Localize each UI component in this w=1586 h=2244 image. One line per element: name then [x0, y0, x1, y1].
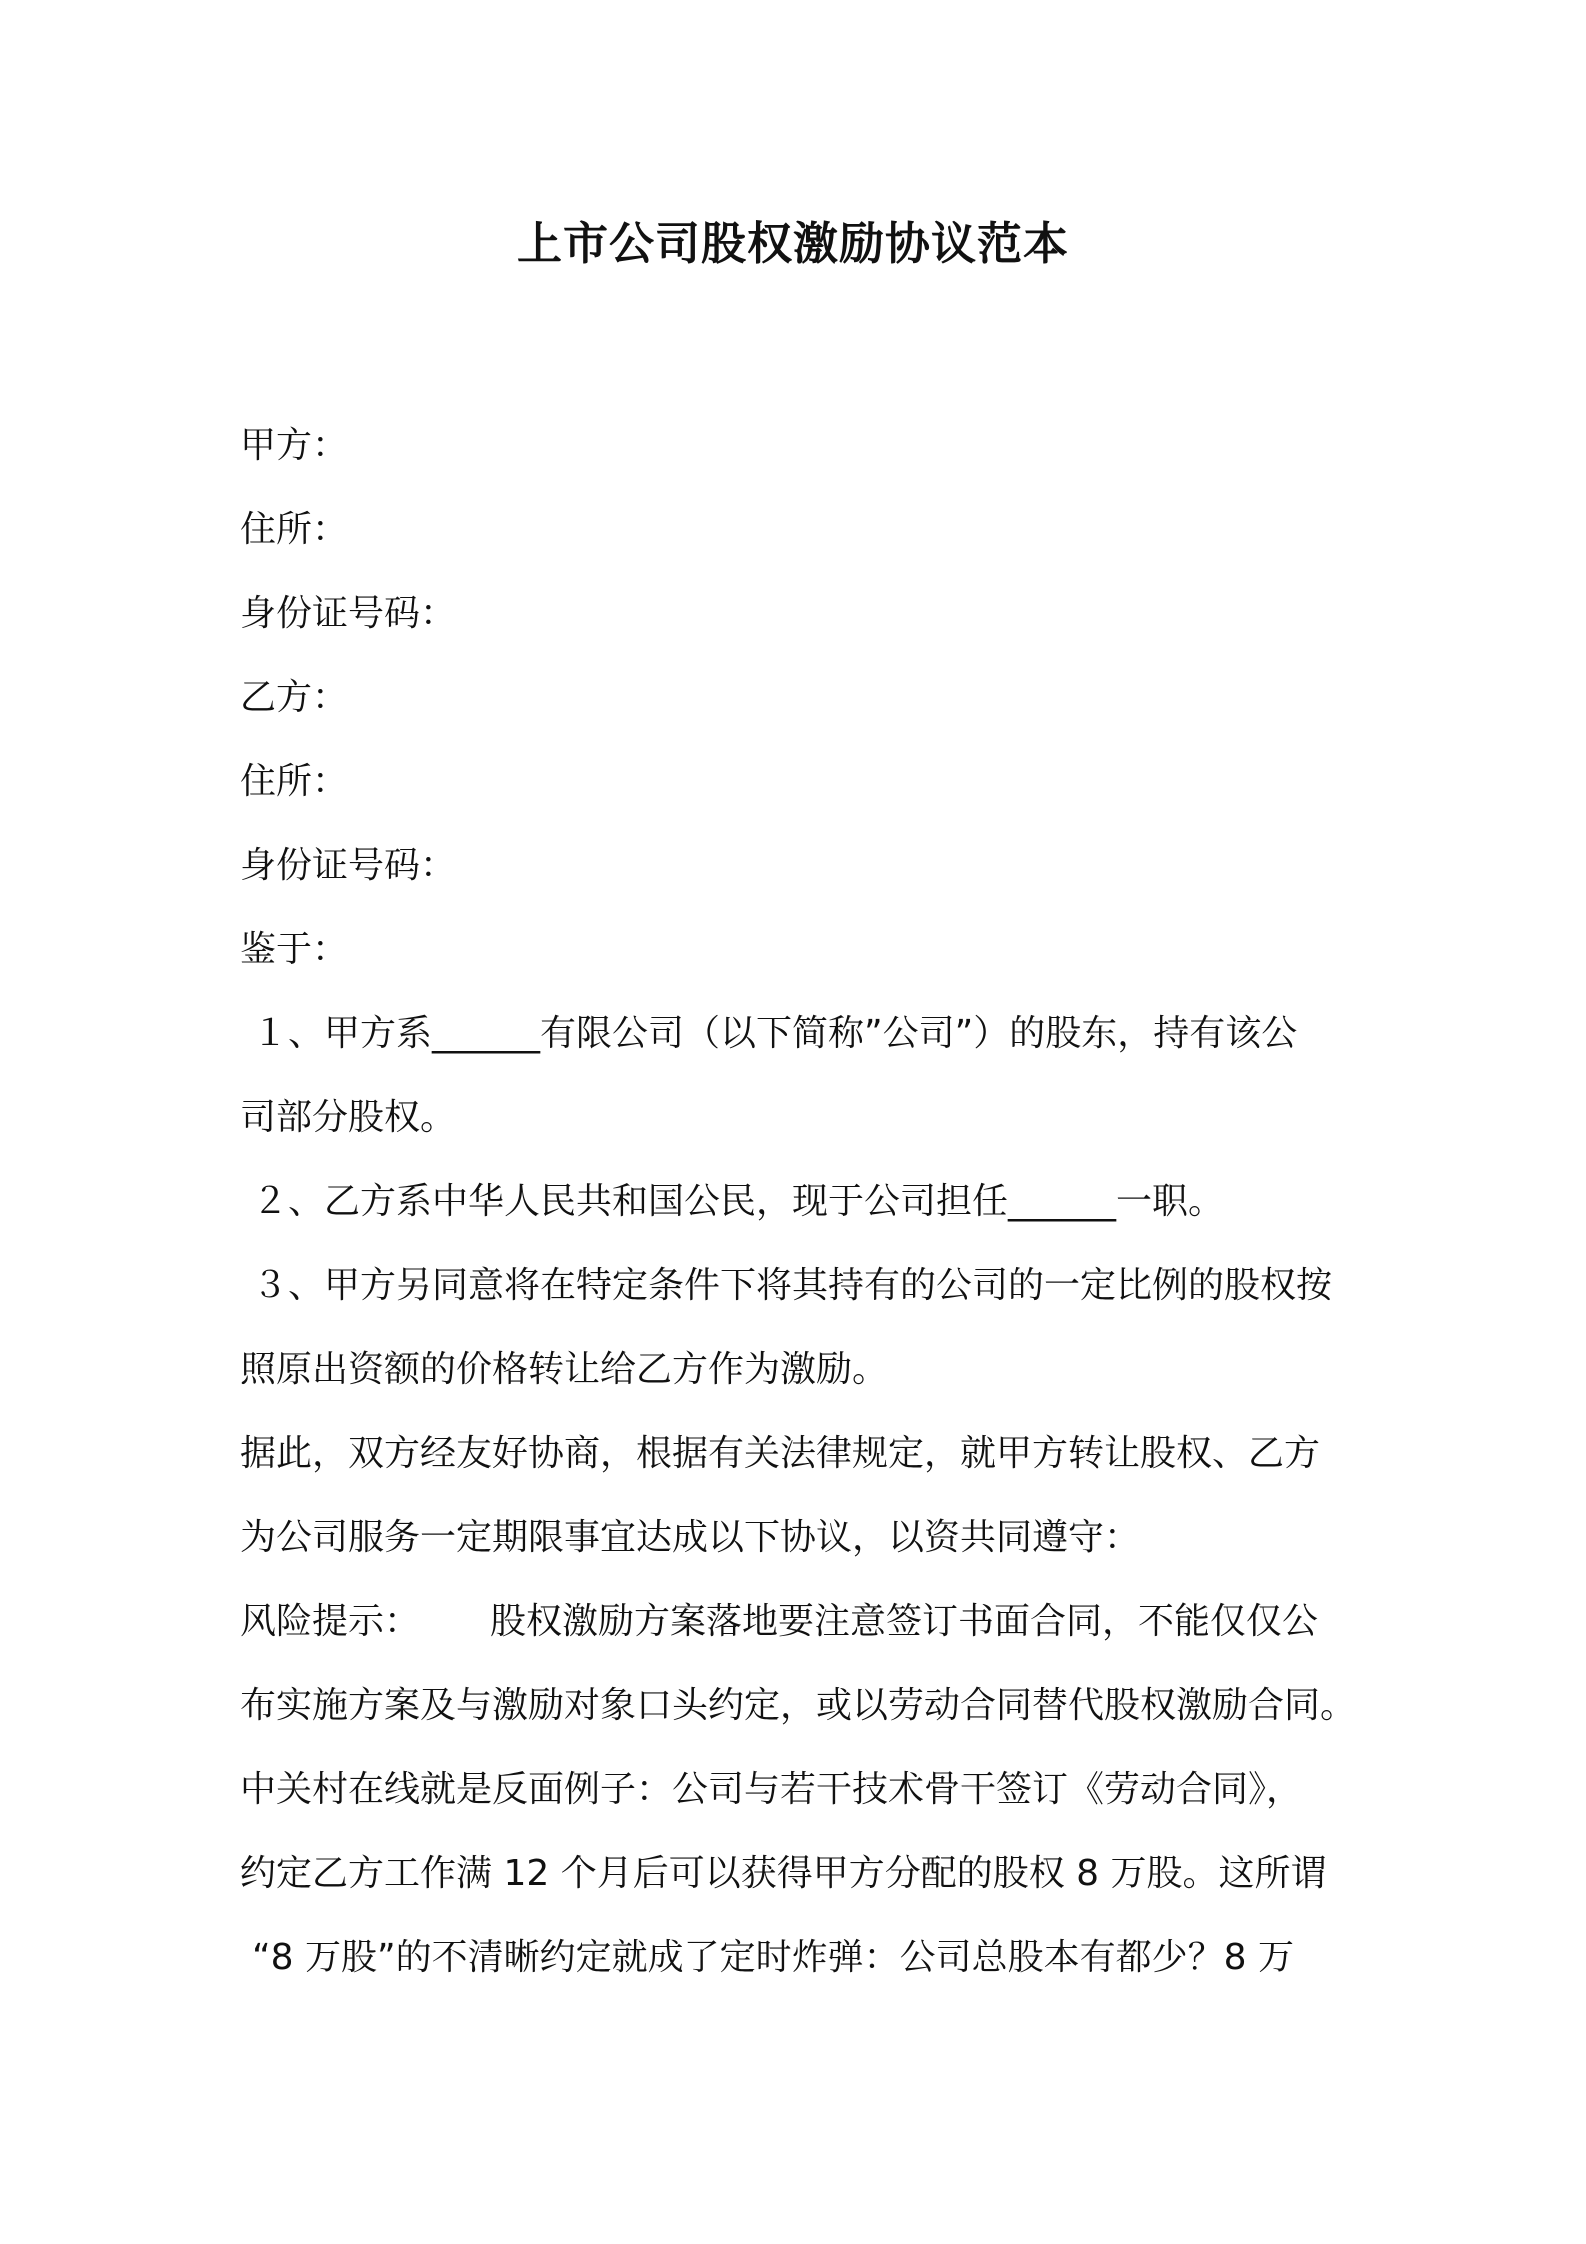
- risk-line-1: [240, 1580, 1370, 1664]
- document-body: [240, 404, 1370, 2000]
- risk-line-2: 布实施方案及与激励对象口头约定，或以劳动合同替代股权激励合同。: [240, 1685, 1357, 1726]
- party-a-id-label: 身份证号码：: [240, 593, 457, 634]
- item-3-line-1: ３、甲方另同意将在特定条件下将其持有的公司的一定比例的股权按: [252, 1265, 1333, 1306]
- item-1-line-1: １、甲方系______有限公司（以下简称”公司”）的股东，持有该公: [252, 1013, 1298, 1054]
- agreement-line-1: 据此，双方经友好协商，根据有关法律规定，就甲方转让股权、乙方: [240, 1433, 1321, 1474]
- party-a-address-label: 住所：: [240, 509, 349, 550]
- party-b-label: 乙方：: [240, 677, 349, 718]
- item-3-line-2: 照原出资额的价格转让给乙方作为激励。: [240, 1349, 889, 1390]
- item-1-line-2: 司部分股权。: [240, 1097, 457, 1138]
- risk-line-3: 中关村在线就是反面例子：公司与若干技术骨干签订《劳动合同》，: [240, 1769, 1303, 1810]
- risk-line-4: 约定乙方工作满 12 个月后可以获得甲方分配的股权 8 万股。这所谓: [240, 1853, 1327, 1894]
- risk-line-5: “8 万股”的不清晰约定就成了定时炸弹：公司总股本有都少？8 万: [252, 1937, 1294, 1978]
- party-b-address-label: 住所：: [240, 761, 349, 802]
- item-2-line-1: ２、乙方系中华人民共和国公民，现于公司担任______一职。: [252, 1181, 1225, 1222]
- risk-first-line: 股权激励方案落地要注意签订书面合同，不能仅仅公: [490, 1601, 1319, 1642]
- party-b-id-label: 身份证号码：: [240, 845, 457, 886]
- risk-label: 风险提示：: [240, 1601, 421, 1642]
- document-title: 上市公司股权激励协议范本: [516, 217, 1069, 270]
- party-a-label: 甲方：: [240, 425, 349, 466]
- whereas-label: 鉴于：: [240, 929, 349, 970]
- agreement-line-2: 为公司服务一定期限事宜达成以下协议，以资共同遵守：: [240, 1517, 1141, 1558]
